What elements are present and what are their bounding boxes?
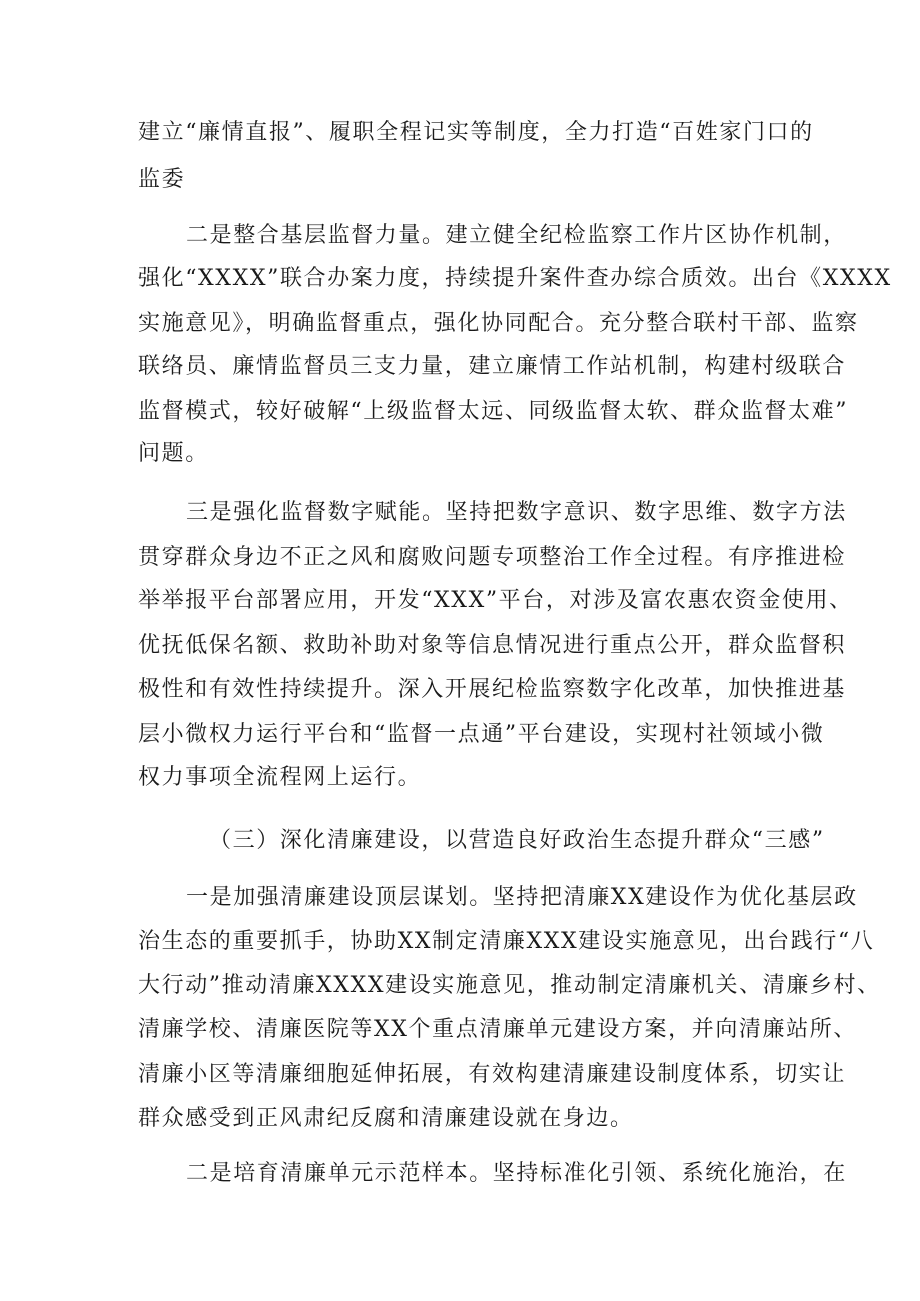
text-line: 极性和有效性持续提升。深入开展纪检监察数字化改革，加快推进基 [138,677,847,702]
paragraph-start: 二是整合基层监督力量。建立健全纪检监察工作片区协作机制， [186,223,847,248]
text-line: 联络员、廉情监督员三支力量，建立廉情工作站机制，构建村级联合 [138,354,847,379]
text-line: 治生态的重要抓手，协助XX制定清廉XXX建设实施意见，出台践行“八 [138,929,875,954]
paragraph-start: 一是加强清廉建设顶层谋划。坚持把清廉XX建设作为优化基层政 [186,885,858,910]
text-line: 清廉小区等清廉细胞延伸拓展，有效构建清廉建设制度体系，切实让 [138,1062,847,1087]
text-line: 群众感受到正风肃纪反腐和清廉建设就在身边。 [138,1106,634,1131]
text-line: 清廉学校、清廉医院等XX个重点清廉单元建设方案，并向清廉站所、 [138,1017,857,1042]
text-line: 监委 [138,167,186,192]
text-line: 实施意见》，明确监督重点，强化协同配合。充分整合联村干部、监察 [138,311,859,336]
text-line: 建立“廉情直报”、履职全程记实等制度，全力打造“百姓家门口的 [138,120,814,145]
text-line: 优抚低保名额、救助补助对象等信息情况进行重点公开，群众监督积 [138,633,847,658]
section-heading: （三）深化清廉建设，以营造良好政治生态提升群众“三感” [209,828,825,853]
text-line: 权力事项全流程网上运行。 [138,765,422,790]
paragraph-start: 二是培育清廉单元示范样本。坚持标准化引领、系统化施治，在 [186,1161,847,1186]
text-line: 层小微权力运行平台和“监督一点通”平台建设，实现村社领域小微 [138,722,825,747]
text-line: 监督模式，较好破解“上级监督太远、同级监督太软、群众监督太难” [138,399,849,424]
text-line: 强化“XXXX”联合办案力度，持续提升案件查办综合质效。出台《XXXX [138,266,892,291]
paragraph-start: 三是强化监督数字赋能。坚持把数字意识、数字思维、数字方法 [186,500,847,525]
text-line: 举举报平台部署应用，开发“XXX”平台，对涉及富农惠农资金使用、 [138,588,853,613]
text-line: 问题。 [138,441,209,466]
text-line: 贯穿群众身边不正之风和腐败问题专项整治工作全过程。有序推进检 [138,545,847,570]
text-line: 大行动”推动清廉XXXX建设实施意见，推动制定清廉机关、清廉乡村、 [138,973,881,998]
